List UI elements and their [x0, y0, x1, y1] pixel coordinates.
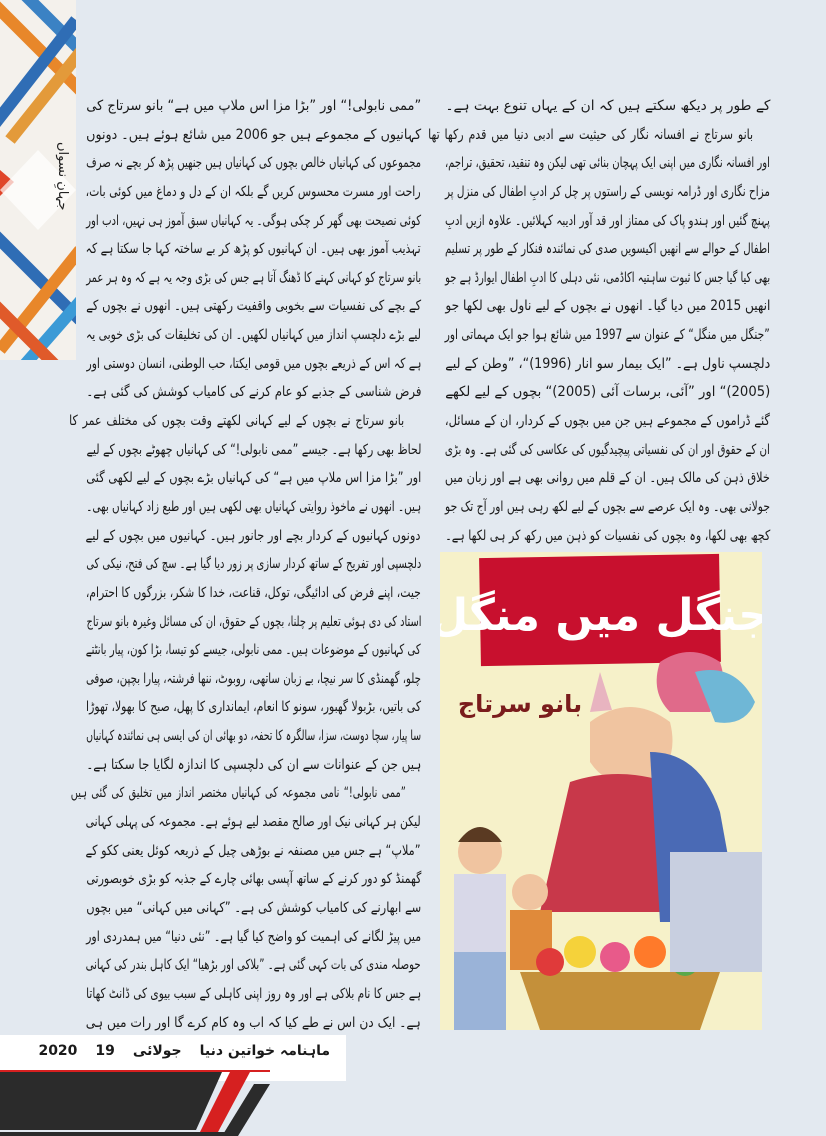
text-line: ”جنگل میں منگل“ کے عنوان سے 1997 میں شائع ہوا جو ایک مہماتی اور — [445, 327, 770, 344]
text-line: اور ”بڑا مزا اس ملاپ میں ہے“ کی کہانیاں بڑے بچوں کے لیے لکھی گئی — [86, 470, 421, 487]
text-line: چلو، گھمنڈی کا سر نیچا، بے زبان ساتھی، روبوٹ، ننھا فرشتہ، پیارا بچپن، صوفی — [86, 670, 421, 687]
text-line: حوصلہ مندی کی بات کہی گئی ہے۔ ”بلاکی اور بڑھیا“ ایک کاہل بندر کی کہانی — [86, 957, 421, 974]
text-line: کے طور پر دیکھ سکتے ہیں کہ ان کے یہاں تنوع بہت ہے۔ — [445, 98, 770, 114]
text-line: ہے۔ ایک دن اس نے طے کیا کہ اب وہ کام کرے گا اور رات میں ہی — [86, 1014, 421, 1031]
text-line: (2005)“ اور ”آئی، برسات آئی (2005)“ بچوں کے لیے لکھے — [444, 384, 770, 401]
text-line: گھمنڈ کو دور کرنے کے ساتھ آپسی بھائی چارے کے جذبہ کو بڑی خوبصورتی — [86, 871, 421, 888]
page-number: 19 — [95, 1043, 115, 1059]
text-line: جیت، اپنے فرض کی ادائیگی، توکل، قناعت، خدا کا شکر، بزرگوں کا احترام، — [86, 584, 421, 601]
text-line: اطفال کے حوالے سے انھیں اکیسویں صدی کی نمائندہ فنکار کے طور پر تسلیم — [445, 241, 770, 258]
text-line: فرض شناسی کے جذبے کو عام کرنے کی کامیاب کوشش کی گئی ہے۔ — [86, 384, 421, 401]
text-line: ہے جس کا نام بلاکی ہے اور وہ روز اپنی کاہلی کے سبب بیوی کی ڈانٹ کھاتا — [86, 985, 421, 1002]
text-line: کچھ بھی لکھا، وہ بچوں کی نفسیات کو ذہن میں رکھ کر ہی لکھا ہے۔ — [445, 527, 770, 544]
text-line: دلچسپ ناول ہے۔ ”ایک بیمار سو انار (1996)“، ”وطن کے لیے — [445, 355, 770, 372]
text-line: دونوں کہانیوں کے کردار بچے اور جانور ہیں۔ کہانیوں میں بچوں کے لیے — [86, 527, 421, 544]
text-line: لیکن ہر کہانی نیک اور صالح مقصد لیے ہوئے ہے۔ مجموعہ کی پہلی کہانی — [86, 814, 421, 831]
magazine-name: ماہنامہ خواتین دنیا — [199, 1043, 330, 1059]
text-line: پہنچ گئیں اور ہندو پاک کی ممتاز اور قد آور ادیبہ کہلائیں۔ علاوہ ازیں ادبِ — [445, 212, 770, 229]
text-line: سا پیار، سچا دوست، سزا، سالگرہ کا تحفہ، دو بھائی ان کی ایسی ہی نمائندہ کہانیاں — [86, 728, 421, 745]
page-footer — [20, 1043, 330, 1059]
book-cover-image — [440, 552, 762, 1030]
text-line: ہیں۔ انھوں نے ماخوذ روایتی کہانیاں بھی لکھی ہیں اور طبع زاد کہانیاں بھی۔ — [86, 498, 421, 515]
text-line: ”ممی نابولی!“ اور ”بڑا مزا اس ملاپ میں ہے“ بانو سرتاج کی — [86, 98, 421, 114]
text-line: کے بچے کی نفسیات سے بخوبی واقفیت رکھتی ہیں۔ انھوں نے بچوں کے — [86, 298, 421, 315]
issue-month: جولائی — [132, 1043, 182, 1059]
article-column-left — [68, 92, 421, 1037]
text-line: ان کے حقوق اور ان کی نفسیاتی پیچیدگیوں کی عکاسی کی گئی ہے۔ وہ بڑی — [445, 441, 770, 458]
footer-decoration — [0, 1070, 270, 1136]
text-line: استاد کی دی ہوئی تعلیم پر چلنا، بچوں کے حقوق، ان کی مسائل وغیرہ بانو سرتاج — [86, 613, 421, 630]
text-line: خلاق ذہن کی مالک ہیں۔ ان کے قلم میں روانی بھی ہے اور زبان میں — [445, 470, 770, 487]
text-line: کی باتیں، بڑبولا گھبور، سونو کا انعام، ایمانداری کا پھل، صبح کا بھولا، تھوڑا — [86, 699, 421, 716]
issue-year: 2020 — [38, 1043, 78, 1059]
text-line: کی کہانیوں کے موضوعات ہیں۔ ممی نابولی، جیسے کو تیسا، بڑا کون، پیار بانٹتے — [86, 642, 421, 659]
text-line: ”ملاپ“ ہے جس میں مصنفہ نے بوڑھی چیل کے ذریعہ کوئل یعنی ککو کے — [86, 842, 421, 859]
text-line: میں پیڑ لگانے کی اہمیت کو واضح کیا گیا ہے۔ ”نئی دنیا“ میں ہمدردی اور — [86, 928, 421, 945]
book-cover-author: بانو سرتاج — [457, 690, 583, 718]
text-line: مزاح نگاری اور ڈرامہ نویسی کے راستوں پر چل کر ادبِ اطفال کی منزل پر — [445, 183, 770, 200]
text-line: کوئی نصیحت بھی گھر کر چکی ہوگی۔ یہ کہانیاں سبق آموز ہی نہیں، ادب اور — [86, 212, 421, 229]
text-line: راحت اور مسرت محسوس کریں گے بلکہ ان کے دل و دماغ میں کوئی بات، — [86, 183, 421, 200]
text-line: انھیں 2015 میں دیا گیا۔ انھوں نے بچوں کے لیے ناول بھی لکھا جو — [445, 298, 770, 315]
text-line: تہذیب آموز بھی ہیں۔ ان کہانیوں کو پڑھ کر بے ساختہ کہا جا سکتا ہے کہ — [86, 241, 421, 258]
text-line: کہانیوں کے مجموعے ہیں جو 2006 میں شائع ہوئے ہیں۔ دونوں — [86, 126, 421, 143]
text-line: جولانی بھی۔ وہ ایک عرصے سے بچوں کے لیے لکھ رہی ہیں اور آج تک جو — [445, 498, 770, 515]
text-line: اور افسانہ نگاری میں اپنی ایک پہچان بنائی تھی لیکن وہ تنقید، تحقیق، تراجم، — [445, 155, 770, 172]
text-line: گئے ڈراموں کے مجموعے ہیں جن میں بچوں کے کردار، ان کے مسائل، — [445, 413, 770, 430]
text-line: بھی کیا گیا جس کا ثبوت ساہتیہ اکاڈمی، نئی دہلی کا ادبِ اطفال ایوارڈ ہے جو — [445, 269, 770, 286]
text-line: ”ممی نابولی!“ نامی مجموعہ کی کہانیاں مختصر انداز میں تخلیق کی گئی ہیں — [70, 785, 406, 802]
decorative-woven-strip — [0, 0, 76, 360]
text-line: بانو سرتاج نے بچوں کے لیے کہانی لکھتے وقت بچوں کی مختلف عمر کا — [68, 413, 404, 430]
text-line: ہے کہ اس کے ذریعے بچوں میں قومی ایکتا، حب الوطنی، انسان دوستی اور — [86, 355, 421, 372]
text-line: سے ابھارنے کی کامیاب کوشش کی ہے۔ ”کہانی میں کہانی“ میں بچوں — [86, 899, 421, 916]
text-line: لیے بڑے دلچسپ انداز میں کہانیاں لکھیں۔ ان کی تخلیقات کی بڑی خوبی یہ — [86, 327, 421, 344]
article-column-right — [427, 92, 770, 550]
text-line: ہیں جن کے عنوانات سے ان کی دلچسپی کا اندازہ لگایا جا سکتا ہے۔ — [86, 756, 421, 773]
section-label: جہانِ نسواں — [55, 141, 70, 210]
text-line: دلچسپی اور تفریح کے ساتھ کردار سازی پر زور دیا گیا ہے۔ سچ کی فتح، نیکی کی — [86, 556, 421, 573]
text-line: مجموعوں کی کہانیاں خالص بچوں کی کہانیاں ہیں جنھیں پڑھ کر بچے نہ صرف — [86, 155, 421, 172]
text-line: بانو سرتاج کو کہانی کہنے کا ڈھنگ آتا ہے جس کی بڑی وجہ یہ ہے کہ وہ ہر عمر — [86, 269, 421, 286]
book-cover-title: جنگل میں منگل — [440, 590, 762, 641]
text-line: بانو سرتاج نے افسانہ نگار کی حیثیت سے ادبی دنیا میں قدم رکھا تھا — [427, 126, 753, 143]
text-line: لحاظ بھی رکھا ہے۔ جیسے ”ممی نابولی!“ کی کہانیاں چھوٹے بچوں کے لیے — [86, 441, 421, 458]
